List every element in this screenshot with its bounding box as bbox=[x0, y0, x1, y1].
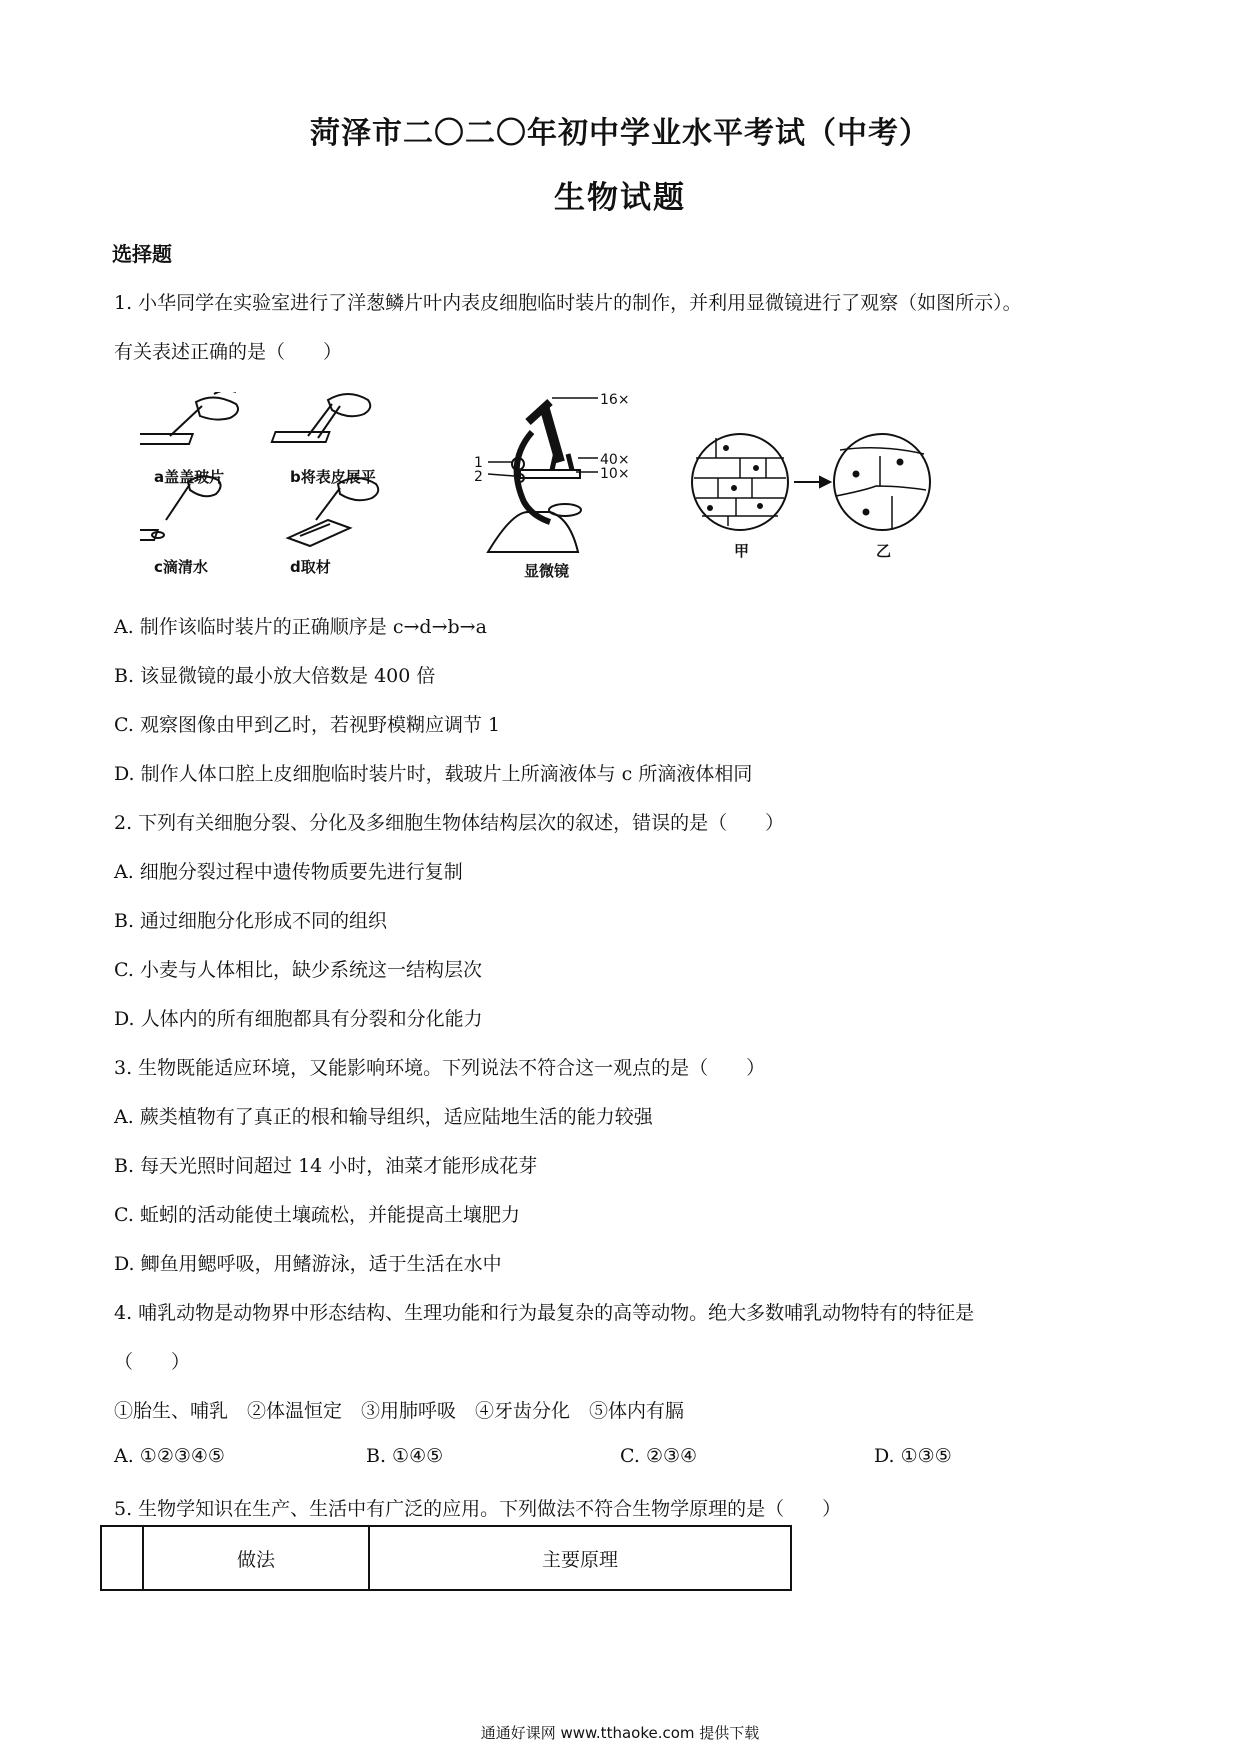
q4-option-a: A. ①②③④⑤ bbox=[114, 1445, 225, 1467]
step-c-label: c滴清水 bbox=[154, 558, 208, 576]
step-d-label: d取材 bbox=[290, 558, 331, 576]
step-b-illustration bbox=[272, 394, 370, 442]
arrow-icon bbox=[794, 477, 830, 487]
q2-option-b: B. 通过细胞分化形成不同的组织 bbox=[114, 910, 388, 932]
step-a-illustration bbox=[140, 392, 238, 444]
step-d-illustration bbox=[288, 478, 378, 546]
exam-subtitle: 生物试题 bbox=[554, 180, 686, 216]
q4-items: ①胎生、哺乳 ②体温恒定 ③用肺呼吸 ④牙齿分化 ⑤体内有膈 bbox=[114, 1400, 685, 1422]
q4-stem-line1: 4. 哺乳动物是动物界中形态结构、生理功能和行为最复杂的高等动物。绝大多数哺乳动物特有的特征是 bbox=[114, 1302, 975, 1324]
q1-figure bbox=[140, 392, 990, 584]
knob-1-label: 1 bbox=[474, 455, 483, 471]
q2-stem: 2. 下列有关细胞分裂、分化及多细胞生物体结构层次的叙述，错误的是（ ） bbox=[114, 812, 785, 834]
q2-option-d: D. 人体内的所有细胞都具有分裂和分化能力 bbox=[114, 1008, 483, 1030]
q1-stem-line1: 1. 小华同学在实验室进行了洋葱鳞片叶内表皮细胞临时装片的制作，并利用显微镜进行了观察（如图所示）。 bbox=[114, 292, 1022, 314]
mag-objective-low-label: 10× bbox=[600, 466, 630, 482]
mag-eyepiece-label: 16× bbox=[600, 392, 630, 408]
q3-option-d: D. 鲫鱼用鳃呼吸，用鳍游泳，适于生活在水中 bbox=[114, 1253, 502, 1275]
mag-objective-high-label: 40× bbox=[600, 452, 630, 468]
table-header-blank bbox=[101, 1526, 143, 1590]
q3-stem: 3. 生物既能适应环境，又能影响环境。下列说法不符合这一观点的是（ ） bbox=[114, 1057, 766, 1079]
q3-option-c: C. 蚯蚓的活动能使土壤疏松，并能提高土壤肥力 bbox=[114, 1204, 520, 1226]
q4-option-c: C. ②③④ bbox=[620, 1445, 698, 1467]
view-jia-label: 甲 bbox=[734, 542, 750, 560]
view-yi-label: 乙 bbox=[876, 542, 892, 560]
knob-2-label: 2 bbox=[474, 469, 483, 485]
microscope-label: 显微镜 bbox=[524, 562, 570, 580]
microscope-illustration bbox=[488, 398, 598, 552]
table-header-method: 做法 bbox=[143, 1526, 369, 1590]
q1-stem-line2: 有关表述正确的是（ ） bbox=[114, 341, 343, 363]
q1-option-c: C. 观察图像由甲到乙时，若视野模糊应调节 1 bbox=[114, 714, 501, 736]
step-a-label: a盖盖玻片 bbox=[154, 468, 225, 486]
view-yi-illustration bbox=[834, 434, 930, 530]
q3-option-a: A. 蕨类植物有了真正的根和输导组织，适应陆地生活的能力较强 bbox=[114, 1106, 653, 1128]
q5-table bbox=[100, 1525, 792, 1591]
q4-option-b: B. ①④⑤ bbox=[366, 1445, 444, 1467]
exam-title: 菏泽市二〇二〇年初中学业水平考试（中考） bbox=[310, 116, 930, 151]
q2-option-c: C. 小麦与人体相比，缺少系统这一结构层次 bbox=[114, 959, 482, 981]
footer-credit: 通通好课网 www.tthaoke.com 提供下载 bbox=[480, 1724, 760, 1742]
q1-option-d: D. 制作人体口腔上皮细胞临时装片时，载玻片上所滴液体与 c 所滴液体相同 bbox=[114, 763, 753, 785]
q3-option-b: B. 每天光照时间超过 14 小时，油菜才能形成花芽 bbox=[114, 1155, 538, 1177]
table-row bbox=[101, 1526, 791, 1590]
q1-option-b: B. 该显微镜的最小放大倍数是 400 倍 bbox=[114, 665, 436, 687]
q5-stem: 5. 生物学知识在生产、生活中有广泛的应用。下列做法不符合生物学原理的是（ ） bbox=[114, 1498, 842, 1520]
q2-option-a: A. 细胞分裂过程中遗传物质要先进行复制 bbox=[114, 861, 463, 883]
view-jia-illustration bbox=[692, 434, 788, 530]
q4-stem-line2: （ ） bbox=[114, 1351, 191, 1373]
q4-option-d: D. ①③⑤ bbox=[874, 1445, 952, 1467]
step-b-label: b将表皮展平 bbox=[290, 468, 376, 486]
section-heading: 选择题 bbox=[112, 242, 172, 266]
table-header-principle: 主要原理 bbox=[369, 1526, 791, 1590]
q1-option-a: A. 制作该临时装片的正确顺序是 c→d→b→a bbox=[114, 616, 487, 638]
